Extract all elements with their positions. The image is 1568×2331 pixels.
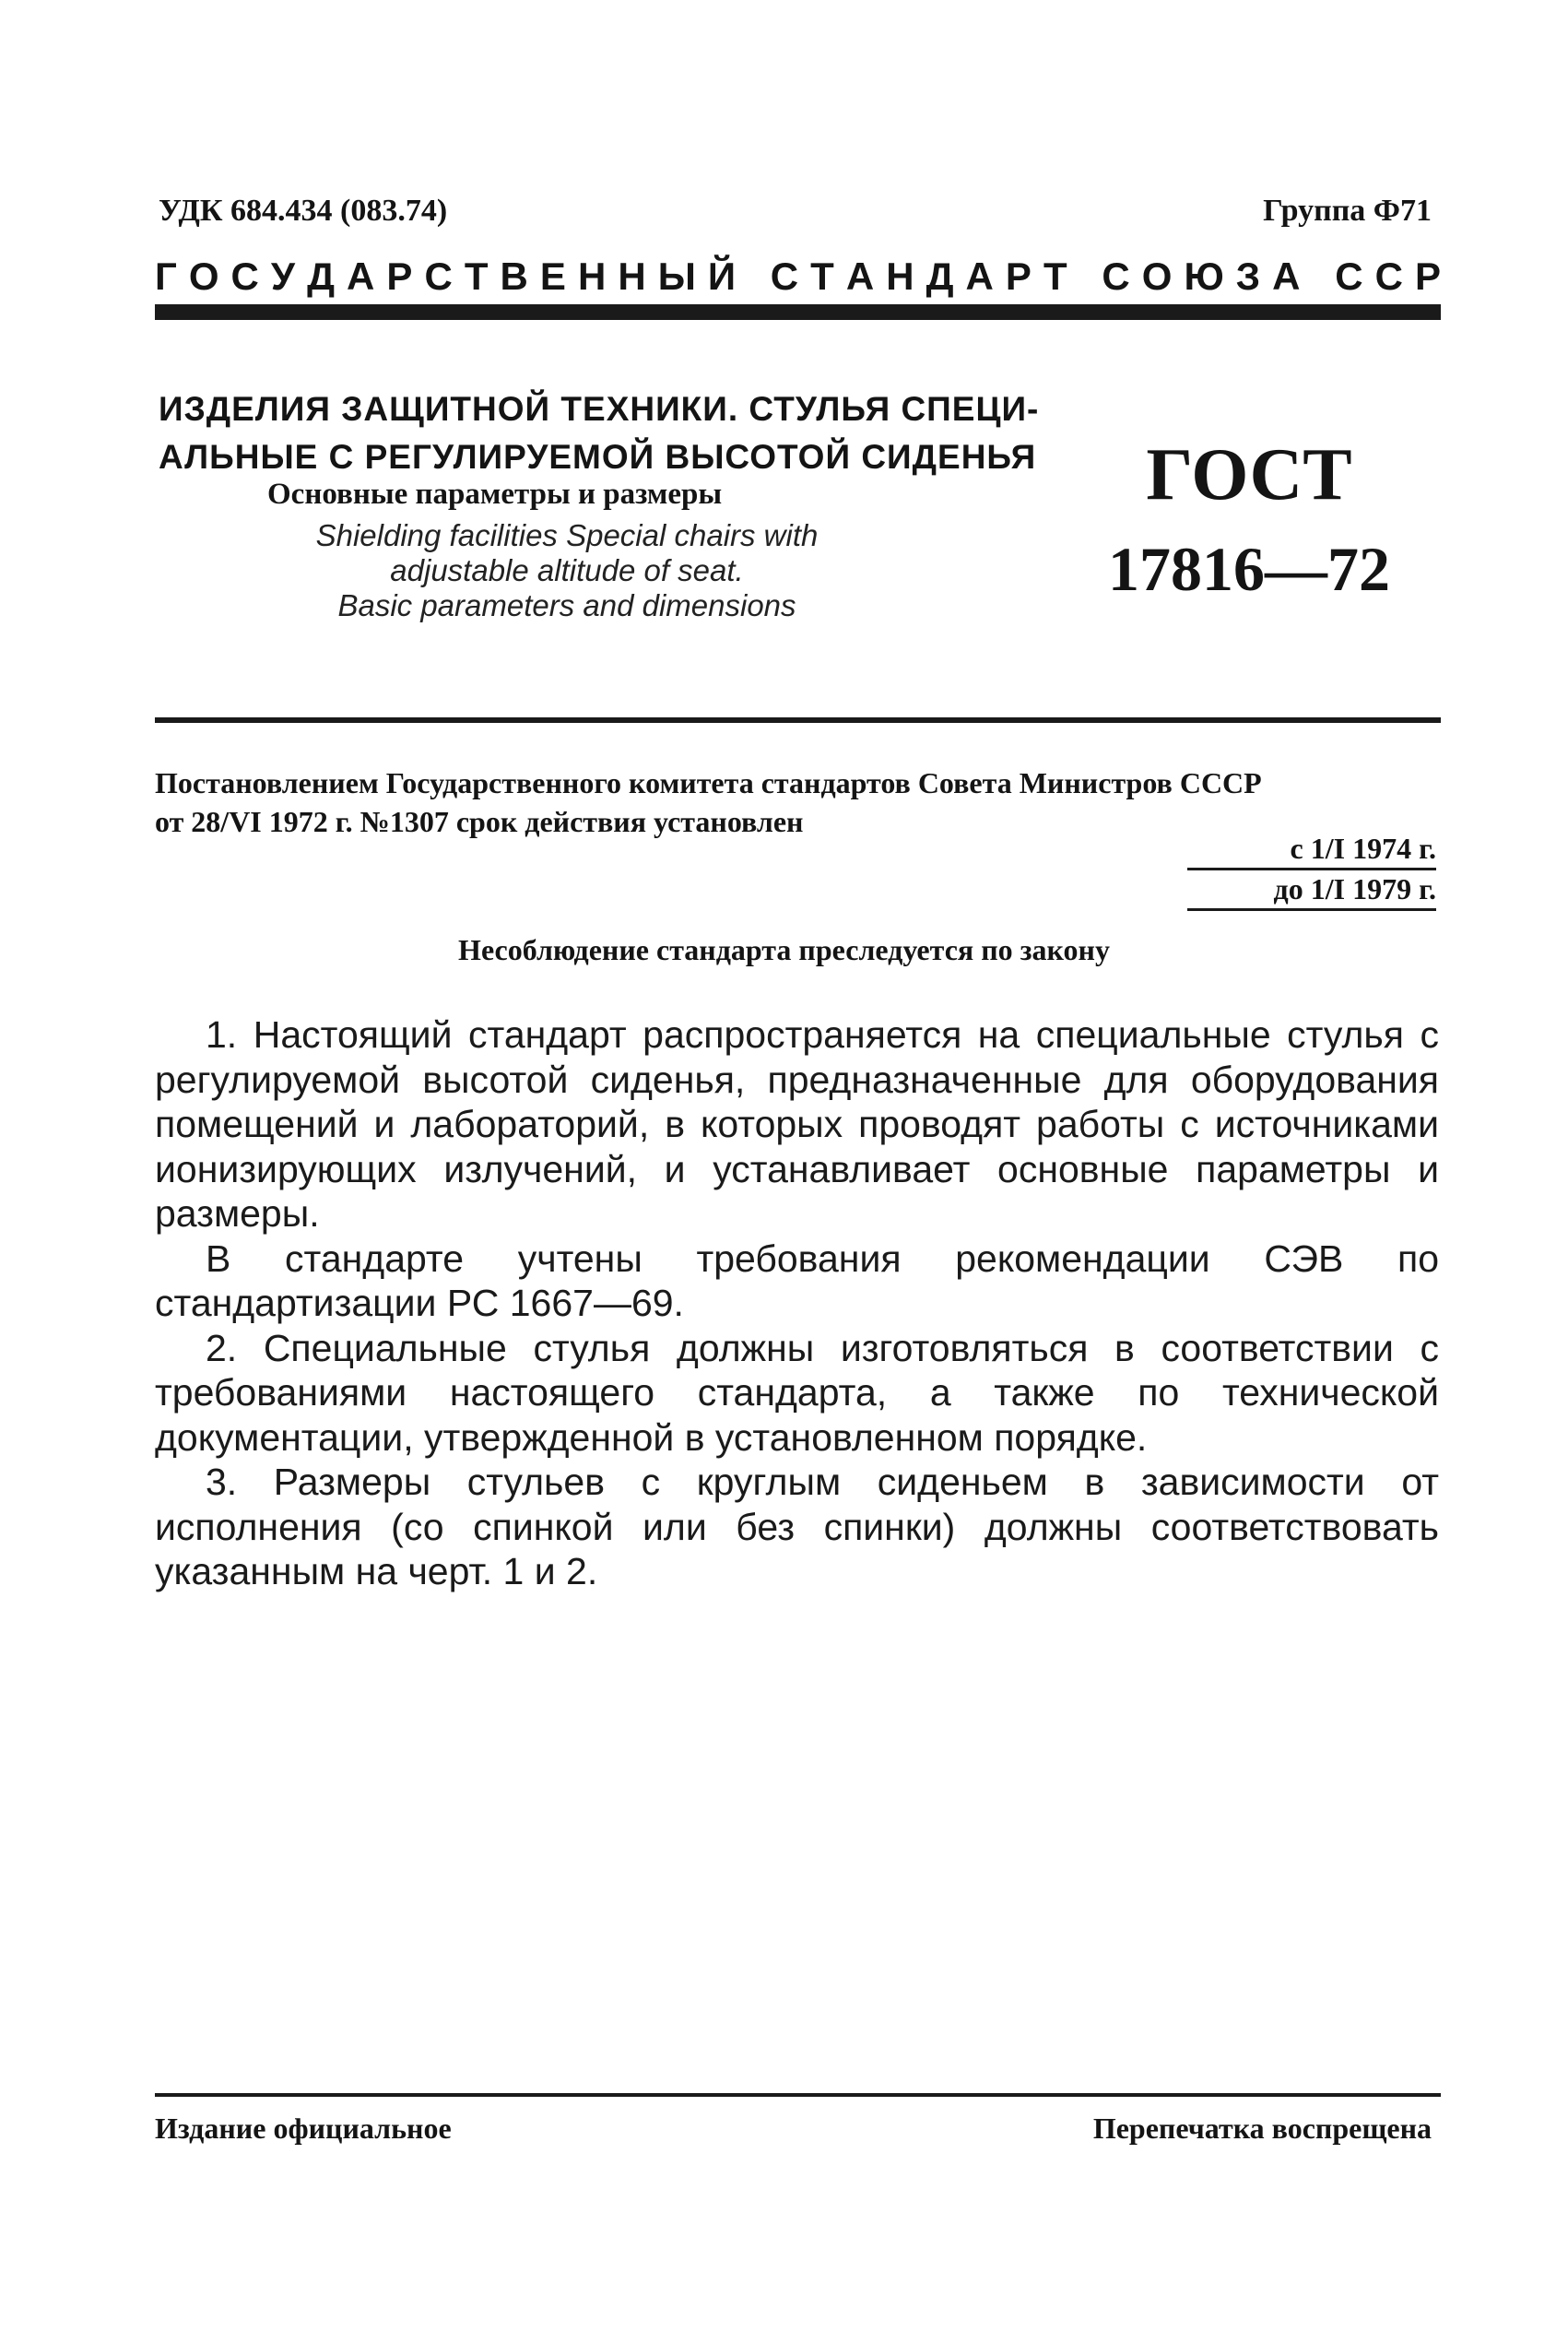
state-standard-letter: А (347, 254, 375, 298)
state-standard-gap (1313, 254, 1324, 299)
state-standard-letter: Д (307, 254, 336, 298)
state-standard-letter: Р (1005, 254, 1032, 298)
state-standard-letter: Т (810, 254, 834, 298)
validity-from: с 1/I 1974 г. (1187, 832, 1436, 870)
paragraph-4: 3. Размеры стульев с круглым сиденьем в зависимости от исполнения (со спинкой или без спинки) должны соответствовать указанным на черт. 1 и 2. (155, 1461, 1439, 1592)
paragraph-1: 1. Настоящий стандарт распространяется на специальные стулья с регулируемой высотой сиденья, предназначенные для оборудования помещений и лабораторий, в которых проводят работы с источниками ионизирующих излучений, и устанавливает основные параметры и размеры. (155, 1013, 1439, 1235)
state-standard-letter: Д (925, 254, 954, 298)
decree-line-2: от 28/VI 1972 г. №1307 срок действия установлен (155, 805, 804, 838)
paragraph-2: В стандарте учтены требования рекомендации СЭВ по стандартизации РС 1667—69. (155, 1236, 1439, 1324)
english-title-line-2: adjustable altitude of seat. (390, 553, 744, 587)
paragraph-3: 2. Специальные стулья должны изготовляться в соответствии с требованиями настоящего стандарта, а также по технической документации, утвержденной в установленном порядке. (155, 1326, 1439, 1459)
state-standard-gap (748, 254, 759, 299)
document-subtitle: Основные параметры и размеры (267, 478, 723, 511)
state-standard-letter: О (1141, 254, 1173, 298)
state-standard-gap (1079, 254, 1091, 299)
footer-divider (155, 2093, 1441, 2097)
english-title-line-3: Basic parameters and dimensions (337, 588, 796, 622)
gost-number: 17816—72 (1108, 534, 1390, 604)
state-standard-letter: У (270, 254, 296, 298)
reprint-prohibited: Перепечатка воспрещена (1092, 2112, 1432, 2145)
title-line-1: ИЗДЕЛИЯ ЗАЩИТНОЙ ТЕХНИКИ. СТУЛЬЯ СПЕЦИ- (159, 390, 1040, 428)
state-standard-letter: А (965, 254, 994, 298)
state-standard-letter: Е (539, 254, 566, 298)
state-standard-letter: Й (707, 254, 737, 298)
state-standard-letter: Т (1043, 254, 1067, 298)
group-code: Группа Ф71 (1263, 194, 1432, 228)
document-body (155, 1012, 1439, 1594)
decree-line-1: Постановлением Государственного комитета стандартов Совета Министров СССР (155, 766, 1262, 799)
document-title (159, 385, 1043, 481)
official-edition: Издание официальное (155, 2112, 452, 2145)
state-standard-letter: С (1102, 254, 1130, 298)
state-standard-letter: С (1374, 254, 1403, 298)
state-standard-letter: С (424, 254, 453, 298)
state-standard-letter: С (1335, 254, 1363, 298)
state-standard-letter: Н (577, 254, 607, 298)
validity-to: до 1/I 1979 г. (1187, 872, 1436, 911)
state-standard-letter: Ы (657, 254, 696, 298)
state-standard-letter: В (500, 254, 528, 298)
legal-warning: Несоблюдение стандарта преследуется по закону (458, 933, 1110, 966)
udk-code: УДК 684.434 (083.74) (159, 194, 448, 228)
state-standard-letter: Т (464, 254, 489, 298)
title-line-2: АЛЬНЫЕ С РЕГУЛИРУЕМОЙ ВЫСОТОЙ СИДЕНЬЯ (159, 438, 1037, 476)
english-title (212, 518, 922, 623)
english-title-line-1: Shielding facilities Special chairs with (315, 518, 819, 552)
state-standard-letter: А (845, 254, 875, 298)
state-standard-letter: Р (386, 254, 413, 298)
state-standard-letter: А (1272, 254, 1301, 298)
state-standard-letter: Н (618, 254, 646, 298)
state-standard-letter: Н (886, 254, 914, 298)
state-standard-letter: З (1235, 254, 1261, 298)
state-standard-letter: С (770, 254, 799, 298)
state-standard-letter: С (230, 254, 259, 298)
state-standard-letter: Р (1414, 254, 1441, 298)
title-divider (155, 717, 1441, 723)
header-band (155, 304, 1441, 320)
state-standard-heading (155, 254, 1441, 299)
state-standard-letter: О (188, 254, 219, 298)
state-standard-letter: Г (155, 254, 177, 298)
gost-label: ГОСТ (1146, 434, 1352, 515)
state-standard-letter: Ю (1184, 254, 1224, 298)
decree-text (155, 763, 1441, 841)
